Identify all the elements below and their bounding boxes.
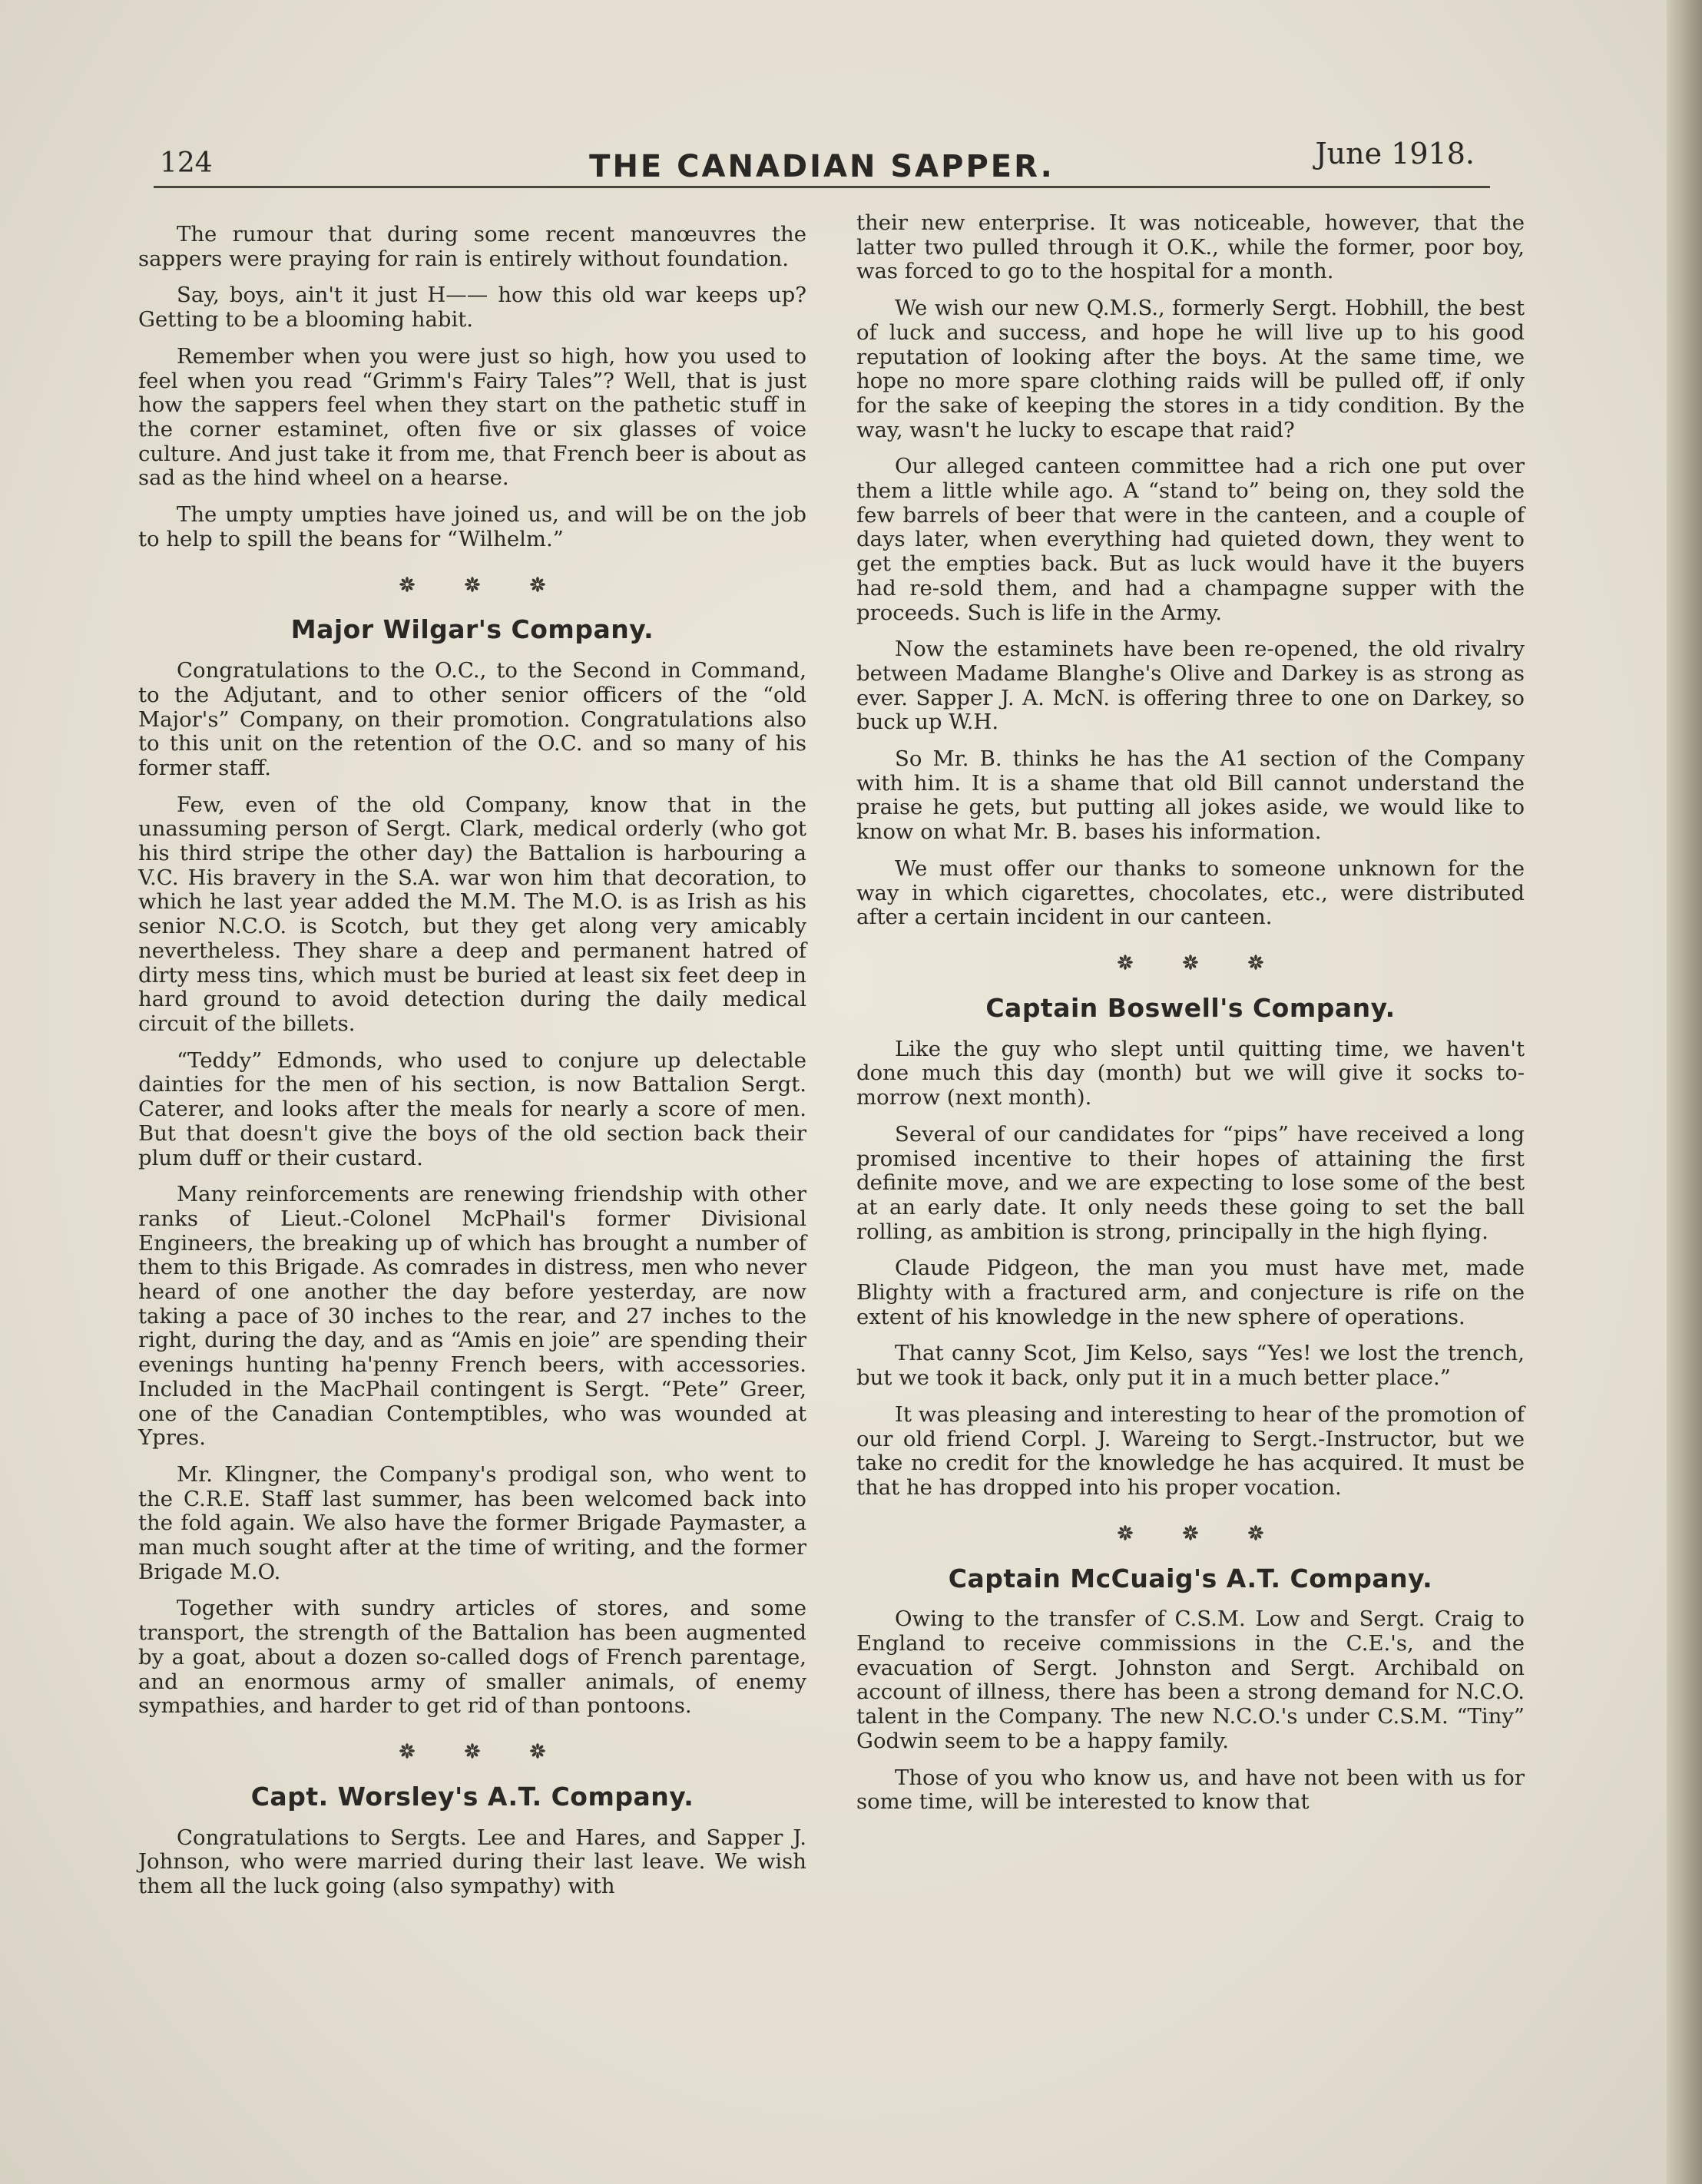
paragraph: Mr. Klingner, the Company's prodigal son, who went to the C.R.E. Staff last summer, has been welcomed back into the fold again. We also have the former Brigade Paymaster, a man much sought after at the time of writing, and the former Brigade M.O. <box>138 1461 806 1584</box>
paragraph: Say, boys, ain't it just H—— how this old war keeps up? Getting to be a blooming habit. <box>138 283 806 333</box>
paragraph: Claude Pidgeon, the man you must have met, made Blighty with a fractured arm, and conjecture is rife on the extent of his knowledge in the new sphere of operations. <box>856 1256 1525 1329</box>
paragraph: Together with sundry articles of stores, and some transport, the strength of the Battalion has been augmented by a goat, about a dozen so-called dogs of French parentage, and an enormous army of smaller animals, of enemy sympathies, and harder to get rid of than pontoons. <box>138 1596 806 1719</box>
flower-ornament-icon <box>398 575 416 594</box>
flower-ornament-icon <box>1116 1524 1134 1542</box>
paragraph: Remember when you were just so high, how you used to feel when you read “Grimm's Fairy Tales”? Well, that is just how the sappers feel when they start on the pathetic stuff in the corner estaminet, often five or six glasses of voice culture. And just take it from me, that French beer is about as sad as the hind wheel on a hearse. <box>138 343 806 491</box>
journal-title: THE CANADIAN SAPPER. <box>589 149 1055 184</box>
flower-ornament-icon <box>1116 953 1134 971</box>
paragraph: We must offer our thanks to someone unknown for the way in which cigarettes, chocolates, etc., were distributed after a certain incident in our canteen. <box>856 855 1525 930</box>
paragraph: “Teddy” Edmonds, who used to conjure up delectable dainties for the men of his section, is now Battalion Sergt. Caterer, and looks after the meals for nearly a score of men. But that doesn't give the boys of the old section back their plum duff or their custard. <box>138 1047 806 1170</box>
page-header <box>154 115 1490 192</box>
paragraph: Congratulations to the O.C., to the Second in Command, to the Adjutant, and to other senior officers of the “old Major's” Company, on their promotion. Congratulations also to this unit on the retention of the O.C. and so many of his former staff. <box>138 658 806 780</box>
paragraph: So Mr. B. thinks he has the A1 section of the Company with him. It is a shame that old Bill cannot understand the praise he gets, but putting all jokes aside, we would like to know on what Mr. B. bases his information. <box>856 746 1525 845</box>
flower-ornament-icon <box>1181 953 1200 971</box>
right-column <box>856 211 1525 1827</box>
paragraph: Our alleged canteen committee had a rich one put over them a little while ago. A “stand to” being on, they sold the few barrels of beer that were in the canteen, and a couple of days later, when everything had quieted down, they went to get the empties back. But as luck would have it the buyers had re-sold them, and had a champagne supper with the proceeds. Such is life in the Army. <box>856 454 1525 625</box>
paragraph: Now the estaminets have been re-opened, the old rivalry between Madame Blanghe's Olive and Darkey is as strong as ever. Sapper J. A. McN. is offering three to one on Darkey, so buck up W.H. <box>856 637 1525 735</box>
flower-ornament-icon <box>1247 1524 1265 1542</box>
section-heading-wilgar: Major Wilgar's Company. <box>290 614 654 645</box>
section-heading-boswell: Captain Boswell's Company. <box>985 992 1396 1023</box>
flower-ornament-icon <box>398 1742 416 1760</box>
paragraph: Owing to the transfer of C.S.M. Low and Sergt. Craig to England to receive commissions in the C.E.'s, and the evacuation of Sergt. Johnston and Sergt. Archibald on account of illness, there has been a strong demand for N.C.O. talent in the Company. The new N.C.O.'s under C.S.M. “Tiny” Godwin seem to be a happy family. <box>856 1607 1525 1753</box>
paragraph: Many reinforcements are renewing friendship with other ranks of Lieut.-Colonel McPhail's former Divisional Engineers, the breaking up of which has brought a number of them to this Brigade. As comrades in distress, men who never heard of one another the day before yesterday, are now taking a pace of 30 inches to the rear, and 27 inches to the right, during the day, and as “Amis en joie” are spending their evenings hunting ha'penny French beers, with accessories. Included in the MacPhail contingent is Sergt. “Pete” Greer, one of the Canadian Contemptibles, who was wounded at Ypres. <box>138 1182 806 1451</box>
paragraph: The rumour that during some recent manœuvres the sappers were praying for rain is entirely without foundation. <box>138 222 806 271</box>
section-ornament <box>856 1521 1525 1547</box>
header-rule <box>154 186 1490 188</box>
paragraph: Several of our candidates for “pips” have received a long promised incentive to their hopes of attaining the first definite move, and we are expecting to lose some of the best at an early date. It only needs these going to set the ball rolling, as ambition is strong, principally in the high flying. <box>856 1121 1525 1244</box>
issue-date: June 1918. <box>1315 137 1475 170</box>
flower-ornament-icon <box>1247 953 1265 971</box>
flower-ornament-icon <box>528 575 547 594</box>
section-ornament <box>856 950 1525 976</box>
paragraph: Like the guy who slept until quitting time, we haven't done much this day (month) but we will give it socks to-morrow (next month). <box>856 1036 1525 1110</box>
section-ornament <box>138 571 806 597</box>
flower-ornament-icon <box>1181 1524 1200 1542</box>
flower-ornament-icon <box>528 1742 547 1760</box>
paragraph: The umpty umpties have joined us, and will be on the job to help to spill the beans for “Wilhelm.” <box>138 502 806 551</box>
paragraph: It was pleasing and interesting to hear of the promotion of our old friend Corpl. J. Wareing to Sergt.-Instructor, but we take no credit for the knowledge he has acquired. It must be that he has dropped into his proper vocation. <box>856 1401 1525 1500</box>
section-heading-worsley: Capt. Worsley's A.T. Company. <box>250 1781 694 1812</box>
section-ornament <box>138 1739 806 1765</box>
section-heading-mccuaig: Captain McCuaig's A.T. Company. <box>948 1563 1433 1593</box>
paragraph: That canny Scot, Jim Kelso, says “Yes! we lost the trench, but we took it back, only put it in a much better place.” <box>856 1341 1525 1391</box>
paragraph: We wish our new Q.M.S., formerly Sergt. Hobhill, the best of luck and success, and hope he will live up to his good reputation of looking after the boys. At the same time, we hope no more spare clothing raids will be pulled off, if only for the sake of keeping the stores in a tidy condition. By the way, wasn't he lucky to escape that raid? <box>856 296 1525 442</box>
book-spine-shadow <box>1667 0 1702 2184</box>
left-column <box>138 223 806 1911</box>
paragraph: Few, even of the old Company, know that in the unassuming person of Sergt. Clark, medical orderly (who got his third stripe the other day) the Battalion is harbouring a V.C. His bravery in the S.A. war won him that decoration, to which he last year added the M.M. The M.O. is as Irish as his senior N.C.O. is Scotch, but they get along very amicably nevertheless. They share a deep and permanent hatred of dirty mess tins, which must be buried at least six feet deep in hard ground to avoid detection during the daily medical circuit of the billets. <box>138 792 806 1036</box>
paragraph: Congratulations to Sergts. Lee and Hares, and Sapper J. Johnson, who were married during their last leave. We wish them all the luck going (also sympathy) with <box>138 1825 806 1899</box>
page-number: 124 <box>160 147 213 179</box>
paragraph: their new enterprise. It was noticeable, however, that the latter two pulled through it O.K., while the former, poor boy, was forced to go to the hospital for a month. <box>856 210 1525 284</box>
flower-ornament-icon <box>463 1742 482 1760</box>
flower-ornament-icon <box>463 575 482 594</box>
paragraph: Those of you who know us, and have not been with us for some time, will be interested to know that <box>856 1765 1525 1815</box>
